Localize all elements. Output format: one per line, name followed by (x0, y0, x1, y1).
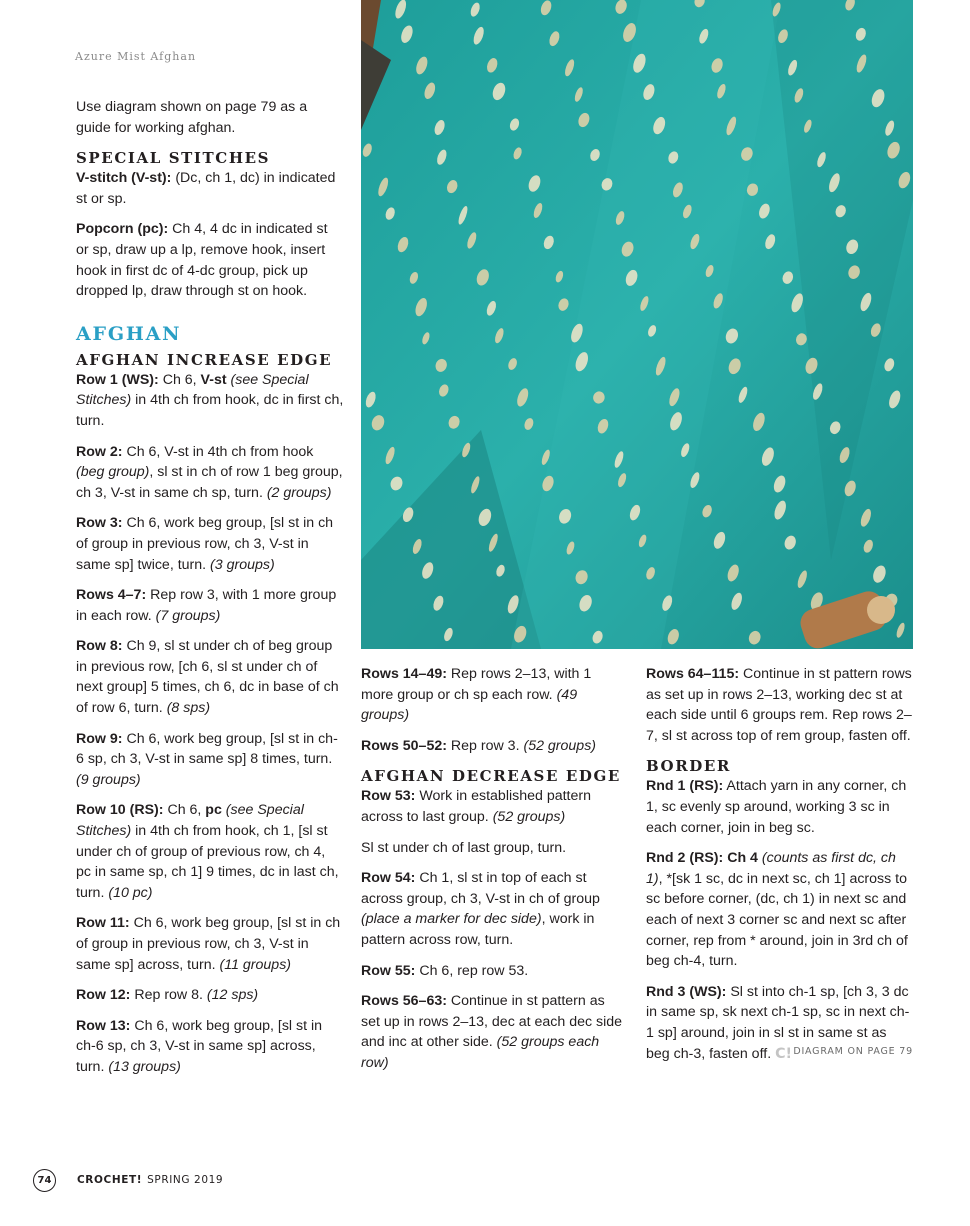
border-rnd-1: Rnd 1 (RS): Attach yarn in any corner, ch 1, sc evenly sp around, working 3 sc in each corner, join in beg sc. (646, 778, 907, 836)
popcorn-definition: Popcorn (pc): Ch 4, 4 dc in indicated st or sp, draw up a lp, remove hook, insert hook in first dc of 4-dc group, pick up dropped lp, draw through st on hook. (76, 221, 328, 300)
diagram-reference: DIAGRAM ON PAGE 79 (793, 1046, 913, 1057)
column-middle (361, 664, 626, 1084)
intro-text: Use diagram shown on page 79 as a guide for working afghan. (76, 99, 308, 136)
rows-14-49: Rows 14–49: Rep rows 2–13, with 1 more group or ch sp each row. (49 groups) (361, 666, 592, 724)
issue-label: SPRING 2019 (147, 1174, 224, 1186)
special-stitches-heading: SPECIAL STITCHES (76, 149, 271, 168)
rows-56-63: Rows 56–63: Continue in st pattern as set up in rows 2–13, dec at each dec side and inc at other side. (52 groups each row) (361, 993, 623, 1071)
border-rnd-2: Rnd 2 (RS): Ch 4 (counts as first dc, ch 1), *[sk 1 sc, dc in next sc, ch 1] across to sc before corner, (dc, ch 1) in next sc and each of next 3 corner sc and next sc after corner, rep from * around, join in 3rd ch of beg ch-4, turn. (646, 850, 908, 970)
running-head: Azure Mist Afghan (75, 50, 197, 63)
afghan-photo (361, 0, 913, 649)
border-rnd-3: Rnd 3 (WS): Sl st into ch-1 sp, [ch 3, 3 dc in same sp, sk next ch-1 sp, sc in next ch-1 sp] around, join in sl st in same st as beg ch-3, fasten off. C! (646, 983, 910, 1062)
rows-64-115: Rows 64–115: Continue in st pattern rows as set up in rows 2–13, working dec st at each side until 6 groups rem. Rep rows 2–7, sl st across top of rem group, fasten off. (646, 666, 912, 744)
row-13: Row 13: Ch 6, work beg group, [sl st in ch-6 sp, ch 3, V-st in same sp] across, turn. (13 groups) (76, 1017, 323, 1075)
rows-50-52: Rows 50–52: Rep row 3. (52 groups) (361, 737, 597, 754)
row-9: Row 9: Ch 6, work beg group, [sl st in ch-6 sp, ch 3, V-st in same sp] 8 times, turn. (9 groups) (76, 730, 338, 788)
end-mark-logo: C! (775, 1045, 792, 1062)
decrease-edge-heading: AFGHAN DECREASE EDGE (361, 767, 621, 786)
row-2: Row 2: Ch 6, V-st in 4th ch from hook (beg group), sl st in ch of row 1 beg group, ch 3, V-st in same ch sp, turn. (2 groups) (76, 443, 343, 501)
afghan-photo-illustration (361, 0, 913, 649)
row-53: Row 53: Work in established pattern across to last group. (52 groups) (361, 788, 592, 825)
border-heading: BORDER (646, 757, 731, 776)
page-number: 74 (33, 1169, 56, 1192)
afghan-heading: AFGHAN (76, 322, 182, 345)
page-footer (33, 1168, 223, 1192)
column-left (76, 97, 344, 1088)
increase-edge-heading: AFGHAN INCREASE EDGE (76, 350, 333, 369)
row-1: Row 1 (WS): Ch 6, V-st (see Special Stitches) in 4th ch from hook, dc in first ch, turn. (76, 371, 344, 429)
row-55: Row 55: Ch 6, rep row 53. (361, 962, 529, 979)
row-53-continued: Sl st under ch of last group, turn. (361, 839, 567, 856)
column-right (646, 664, 914, 1074)
row-12: Row 12: Rep row 8. (12 sps) (76, 987, 259, 1004)
row-10: Row 10 (RS): Ch 6, pc (see Special Stitches) in 4th ch from hook, ch 1, [sl st under ch of group of previous row, ch 4, pc in same sp, ch 1] 9 times, dc in last ch, turn. (10 pc) (76, 802, 339, 901)
row-54: Row 54: Ch 1, sl st in top of each st across group, ch 3, V-st in ch of group (place a marker for dec side), work in pattern across row, turn. (361, 870, 600, 948)
row-11: Row 11: Ch 6, work beg group, [sl st in ch of group in previous row, ch 3, V-st in same sp] across, turn. (11 groups) (76, 915, 341, 973)
rows-4-7: Rows 4–7: Rep row 3, with 1 more group in each row. (7 groups) (76, 587, 337, 624)
row-3: Row 3: Ch 6, work beg group, [sl st in ch of group in previous row, ch 3, V-st in same sp] twice, turn. (3 groups) (76, 515, 334, 573)
magazine-name: CROCHET! (77, 1174, 143, 1186)
vstitch-definition: V-stitch (V-st): (Dc, ch 1, dc) in indicated st or sp. (76, 170, 336, 207)
row-8: Row 8: Ch 9, sl st under ch of beg group in previous row, [ch 6, sl st under ch of next group] 5 times, ch 6, dc in base of ch of row 6, turn. (8 sps) (76, 638, 339, 717)
